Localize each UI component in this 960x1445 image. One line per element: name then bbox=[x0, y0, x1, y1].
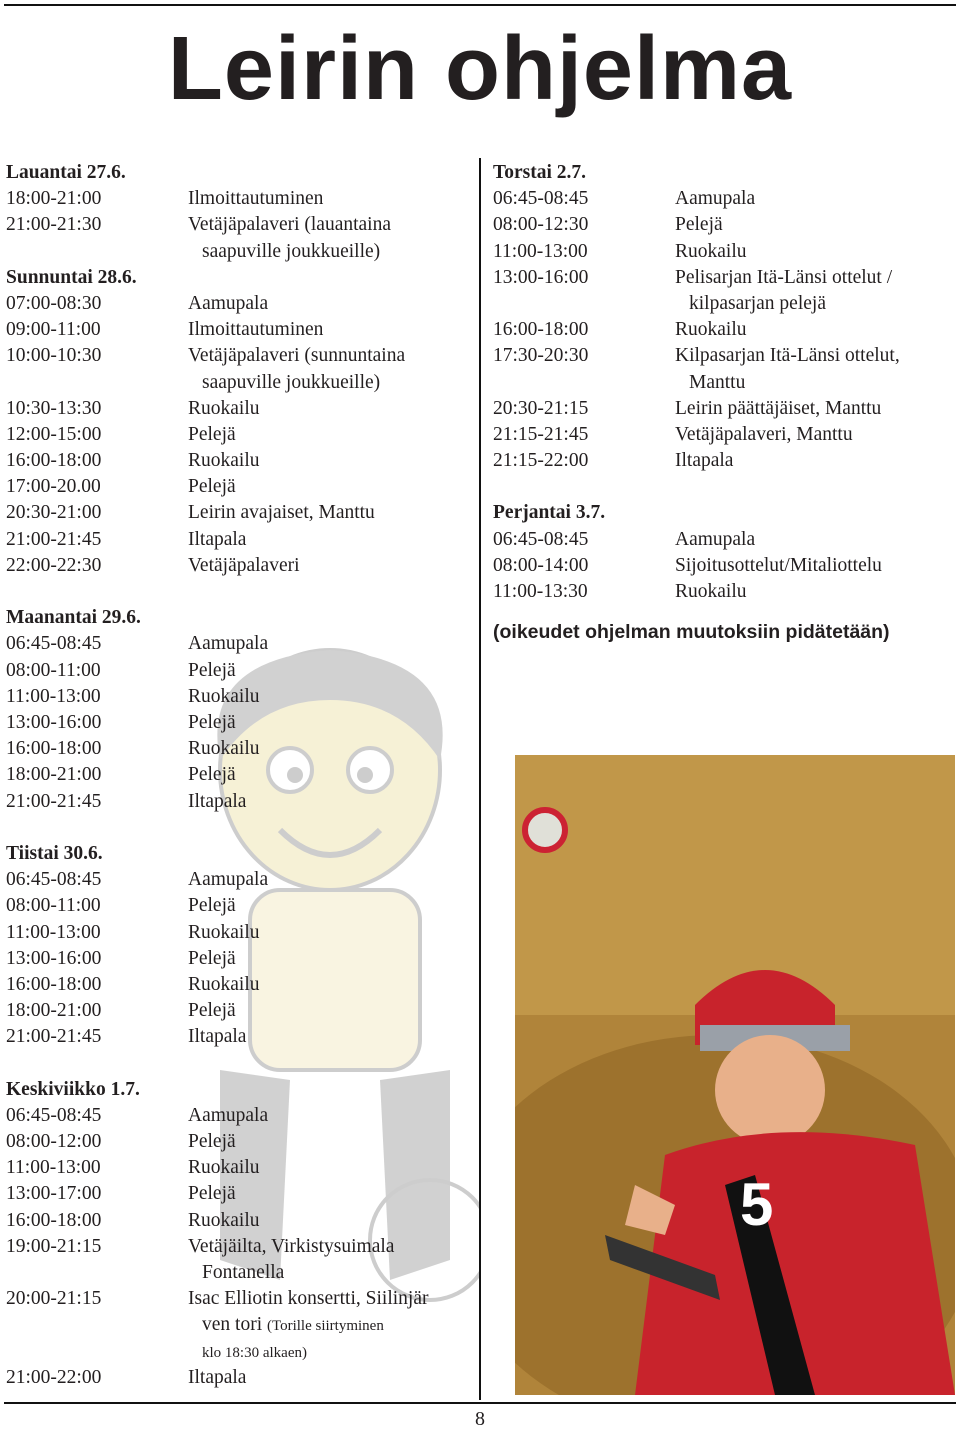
activity bbox=[188, 1024, 246, 1050]
activity-text: ven tori bbox=[202, 1314, 263, 1336]
time-range: 13:00-16:00 bbox=[6, 947, 102, 969]
activity-text: Vetäjäilta, Virkistysuimala bbox=[188, 1235, 395, 1257]
schedule-row bbox=[6, 867, 474, 893]
time-range: 16:00-18:00 bbox=[6, 1209, 102, 1231]
activity bbox=[675, 239, 747, 265]
schedule-row bbox=[493, 186, 953, 212]
schedule-change-note: (oikeudet ohjelman muutoksiin pidätetään) bbox=[493, 621, 890, 644]
activity-text: Ruokailu bbox=[188, 685, 260, 707]
time-range: 08:00-11:00 bbox=[6, 659, 101, 681]
column-divider bbox=[479, 158, 481, 1400]
bottom-rule bbox=[4, 1402, 956, 1404]
time-range: 11:00-13:00 bbox=[493, 240, 588, 262]
schedule-row bbox=[6, 1155, 474, 1181]
activity-text: Pelejä bbox=[188, 659, 236, 681]
activity bbox=[675, 212, 723, 238]
activity-text: Ruokailu bbox=[188, 973, 260, 995]
activity-text: Ruokailu bbox=[188, 397, 260, 419]
schedule-row bbox=[6, 527, 474, 553]
schedule-row bbox=[493, 265, 953, 291]
schedule-row bbox=[6, 684, 474, 710]
activity-text: saapuville joukkueille) bbox=[202, 371, 381, 393]
day-heading: Maanantai 29.6. bbox=[6, 607, 141, 629]
activity-text: Fontanella bbox=[202, 1261, 285, 1283]
activity-text: Pelejä bbox=[188, 711, 236, 733]
activity bbox=[188, 448, 260, 474]
time-range: 11:00-13:00 bbox=[6, 1157, 101, 1179]
time-range: 21:15-22:00 bbox=[493, 450, 589, 472]
schedule-row bbox=[493, 291, 953, 317]
activity bbox=[188, 631, 268, 657]
activity bbox=[188, 893, 236, 919]
section-gap bbox=[6, 815, 474, 841]
activity bbox=[202, 1312, 384, 1339]
activity bbox=[675, 265, 892, 291]
time-range: 08:00-12:30 bbox=[493, 214, 589, 236]
time-range: 17:00-20.00 bbox=[6, 476, 101, 498]
activity-text: Pelejä bbox=[188, 1183, 236, 1205]
schedule-row bbox=[6, 343, 474, 369]
activity-text: Pelejä bbox=[188, 476, 236, 498]
time-range: 11:00-13:00 bbox=[6, 921, 101, 943]
activity-text: Ruokailu bbox=[188, 450, 260, 472]
activity bbox=[188, 1365, 246, 1391]
activity-text: Aamupala bbox=[188, 292, 269, 314]
time-range: 13:00-16:00 bbox=[493, 266, 589, 288]
time-range: 06:45-08:45 bbox=[493, 188, 589, 210]
schedule-row bbox=[6, 998, 474, 1024]
time-range: 21:00-21:45 bbox=[6, 1026, 102, 1048]
schedule-row bbox=[6, 396, 474, 422]
activity-text: Iltapala bbox=[188, 1026, 247, 1048]
time-range: 20:30-21:00 bbox=[6, 502, 102, 524]
activity bbox=[188, 684, 260, 710]
activity-text: Ruokailu bbox=[675, 240, 747, 262]
schedule-row bbox=[6, 317, 474, 343]
schedule-row bbox=[493, 343, 953, 369]
activity bbox=[188, 1103, 268, 1129]
activity bbox=[188, 789, 246, 815]
activity-text: Pelejä bbox=[188, 947, 236, 969]
activity-text: Vetäjäpalaveri, Manttu bbox=[675, 423, 853, 445]
schedule-row bbox=[6, 1365, 474, 1391]
activity bbox=[188, 867, 268, 893]
time-range: 10:30-13:30 bbox=[6, 397, 102, 419]
time-range: 08:00-12:00 bbox=[6, 1131, 102, 1153]
activity bbox=[188, 474, 236, 500]
activity-text: Pelisarjan Itä-Länsi ottelut / bbox=[675, 266, 893, 288]
day-heading: Sunnuntai 28.6. bbox=[6, 266, 137, 288]
schedule-row bbox=[6, 422, 474, 448]
activity bbox=[675, 422, 853, 448]
schedule-row bbox=[6, 239, 474, 265]
activity bbox=[188, 736, 260, 762]
activity-text: Pelejä bbox=[188, 1000, 236, 1022]
schedule-row bbox=[6, 1181, 474, 1207]
schedule-row bbox=[6, 658, 474, 684]
schedule-row bbox=[6, 370, 474, 396]
time-range: 08:00-14:00 bbox=[493, 554, 589, 576]
schedule-row bbox=[6, 212, 474, 238]
time-range: 18:00-21:00 bbox=[6, 188, 102, 210]
schedule-row bbox=[493, 212, 953, 238]
activity bbox=[675, 579, 747, 605]
time-range: 11:00-13:30 bbox=[493, 581, 588, 603]
activity bbox=[188, 658, 236, 684]
schedule-row bbox=[6, 631, 474, 657]
activity-text: Aamupala bbox=[188, 869, 269, 891]
activity-text: Aamupala bbox=[188, 1104, 269, 1126]
schedule-row bbox=[493, 317, 953, 343]
activity-text: Ruokailu bbox=[188, 921, 260, 943]
schedule-row bbox=[6, 710, 474, 736]
schedule-row bbox=[493, 422, 953, 448]
activity-note: klo 18:30 alkaen) bbox=[202, 1344, 307, 1361]
jersey-number: 5 bbox=[740, 1171, 774, 1238]
activity bbox=[188, 1155, 260, 1181]
day-heading: Tiistai 30.6. bbox=[6, 842, 103, 864]
section-gap bbox=[6, 1050, 474, 1076]
activity-text: Kilpasarjan Itä-Länsi ottelut, bbox=[675, 345, 900, 367]
activity bbox=[188, 317, 323, 343]
activity bbox=[188, 396, 260, 422]
activity-text: saapuville joukkueille) bbox=[202, 240, 381, 262]
activity-text: Vetäjäpalaveri (sunnuntaina bbox=[188, 345, 406, 367]
activity-text: Vetäjäpalaveri (lauantaina bbox=[188, 214, 392, 236]
schedule-row bbox=[6, 1234, 474, 1260]
activity-text: Ruokailu bbox=[188, 1209, 260, 1231]
activity bbox=[675, 553, 882, 579]
time-range: 21:00-22:00 bbox=[6, 1366, 102, 1388]
activity-text: Aamupala bbox=[188, 633, 269, 655]
page-number: 8 bbox=[475, 1408, 485, 1430]
time-range: 06:45-08:45 bbox=[6, 869, 102, 891]
activity bbox=[675, 343, 900, 369]
activity bbox=[188, 972, 260, 998]
activity-text: Isac Elliotin konsertti, Siilinjär bbox=[188, 1288, 429, 1310]
time-range: 16:00-18:00 bbox=[493, 319, 589, 341]
activity-text: Ilmoittautuminen bbox=[188, 319, 324, 341]
activity-text: Iltapala bbox=[188, 528, 247, 550]
schedule-row bbox=[493, 370, 953, 396]
activity bbox=[188, 500, 375, 526]
activity-text: Vetäjäpalaveri bbox=[188, 554, 300, 576]
activity bbox=[188, 291, 268, 317]
section-gap bbox=[493, 474, 953, 500]
schedule-row bbox=[6, 736, 474, 762]
activity-text: Iltapala bbox=[675, 450, 734, 472]
activity-text: Leirin avajaiset, Manttu bbox=[188, 502, 375, 524]
activity-text: Manttu bbox=[689, 371, 746, 393]
schedule-row bbox=[6, 1208, 474, 1234]
schedule-row bbox=[493, 579, 953, 605]
activity-text: Aamupala bbox=[675, 188, 756, 210]
schedule-row bbox=[493, 553, 953, 579]
activity bbox=[188, 1286, 428, 1312]
activity-text: Ruokailu bbox=[188, 1157, 260, 1179]
schedule-row bbox=[493, 239, 953, 265]
activity bbox=[188, 343, 405, 369]
schedule-row bbox=[6, 920, 474, 946]
activity-text: Ilmoittautuminen bbox=[188, 188, 324, 210]
activity bbox=[202, 1260, 284, 1286]
activity bbox=[675, 448, 733, 474]
time-range: 06:45-08:45 bbox=[6, 633, 102, 655]
page-title: Leirin ohjelma bbox=[167, 19, 793, 119]
activity bbox=[188, 946, 236, 972]
time-range: 20:00-21:15 bbox=[6, 1288, 102, 1310]
schedule-row bbox=[493, 527, 953, 553]
schedule-row bbox=[6, 500, 474, 526]
schedule-row bbox=[6, 474, 474, 500]
activity bbox=[202, 370, 380, 396]
activity bbox=[675, 186, 755, 212]
activity-text: Pelejä bbox=[188, 1131, 236, 1153]
schedule-row bbox=[6, 972, 474, 998]
time-range: 17:30-20:30 bbox=[493, 345, 589, 367]
time-range: 21:15-21:45 bbox=[493, 423, 589, 445]
time-range: 06:45-08:45 bbox=[493, 528, 589, 550]
day-heading: Torstai 2.7. bbox=[493, 162, 586, 183]
day-heading: Keskiviikko 1.7. bbox=[6, 1078, 140, 1100]
schedule-row bbox=[6, 789, 474, 815]
time-range: 13:00-16:00 bbox=[6, 711, 102, 733]
activity bbox=[675, 527, 755, 553]
schedule-row bbox=[6, 448, 474, 474]
time-range: 20:30-21:15 bbox=[493, 397, 589, 419]
time-range: 16:00-18:00 bbox=[6, 738, 102, 760]
schedule-row bbox=[6, 1286, 474, 1312]
activity bbox=[689, 291, 826, 317]
section-gap bbox=[6, 579, 474, 605]
top-rule bbox=[4, 4, 956, 6]
activity-note: (Torille siirtyminen bbox=[266, 1318, 384, 1335]
schedule-row bbox=[6, 1339, 474, 1365]
day-heading: Lauantai 27.6. bbox=[6, 162, 126, 183]
schedule-row bbox=[6, 1129, 474, 1155]
schedule-row bbox=[493, 396, 953, 422]
time-range: 07:00-08:30 bbox=[6, 292, 102, 314]
time-range: 09:00-11:00 bbox=[6, 319, 101, 341]
time-range: 18:00-21:00 bbox=[6, 1000, 102, 1022]
schedule-row bbox=[6, 291, 474, 317]
activity bbox=[202, 1339, 307, 1366]
activity bbox=[188, 1208, 260, 1234]
day-heading: Perjantai 3.7. bbox=[493, 502, 606, 524]
schedule-right-column bbox=[493, 160, 953, 645]
schedule-row bbox=[6, 1103, 474, 1129]
schedule-row bbox=[493, 448, 953, 474]
activity-text: Iltapala bbox=[188, 1366, 247, 1388]
schedule-left-column bbox=[6, 160, 474, 1391]
activity-text: Aamupala bbox=[675, 528, 756, 550]
activity-text: Leirin päättäjäiset, Manttu bbox=[675, 397, 882, 419]
activity bbox=[202, 239, 380, 265]
activity bbox=[188, 710, 236, 736]
time-range: 22:00-22:30 bbox=[6, 554, 102, 576]
schedule-row bbox=[6, 893, 474, 919]
activity bbox=[188, 212, 391, 238]
time-range: 18:00-21:00 bbox=[6, 764, 102, 786]
time-range: 08:00-11:00 bbox=[6, 895, 101, 917]
time-range: 16:00-18:00 bbox=[6, 973, 102, 995]
activity bbox=[675, 396, 881, 422]
schedule-row bbox=[6, 946, 474, 972]
activity bbox=[188, 1234, 394, 1260]
time-range: 19:00-21:15 bbox=[6, 1235, 102, 1257]
activity-text: Pelejä bbox=[188, 764, 236, 786]
activity-text: Pelejä bbox=[188, 895, 236, 917]
time-range: 12:00-15:00 bbox=[6, 423, 102, 445]
time-range: 21:00-21:30 bbox=[6, 214, 102, 236]
activity bbox=[188, 527, 246, 553]
activity-text: Ruokailu bbox=[675, 319, 747, 341]
time-range: 13:00-17:00 bbox=[6, 1183, 102, 1205]
time-range: 21:00-21:45 bbox=[6, 790, 102, 812]
time-range: 16:00-18:00 bbox=[6, 450, 102, 472]
activity bbox=[188, 1129, 236, 1155]
schedule-row bbox=[6, 553, 474, 579]
time-range: 06:45-08:45 bbox=[6, 1104, 102, 1126]
activity bbox=[188, 762, 236, 788]
schedule-row bbox=[6, 1260, 474, 1286]
activity bbox=[188, 920, 260, 946]
activity bbox=[188, 1181, 236, 1207]
time-range: 10:00-10:30 bbox=[6, 345, 102, 367]
activity bbox=[188, 998, 236, 1024]
activity-text: Sijoitusottelut/Mitaliottelu bbox=[675, 554, 882, 576]
activity bbox=[689, 370, 745, 396]
schedule-row bbox=[6, 762, 474, 788]
activity bbox=[675, 317, 747, 343]
time-range: 11:00-13:00 bbox=[6, 685, 101, 707]
activity-text: Pelejä bbox=[188, 423, 236, 445]
activity bbox=[188, 186, 323, 212]
batter-photo bbox=[515, 755, 955, 1395]
time-range: 21:00-21:45 bbox=[6, 528, 102, 550]
activity-text: Iltapala bbox=[188, 790, 247, 812]
activity bbox=[188, 553, 300, 579]
schedule-row bbox=[6, 1312, 474, 1338]
activity bbox=[188, 422, 236, 448]
activity-text: kilpasarjan pelejä bbox=[689, 292, 826, 314]
schedule-row bbox=[6, 1024, 474, 1050]
schedule-row bbox=[6, 186, 474, 212]
activity-text: Ruokailu bbox=[675, 581, 747, 603]
activity-text: Ruokailu bbox=[188, 738, 260, 760]
activity-text: Pelejä bbox=[675, 214, 723, 236]
